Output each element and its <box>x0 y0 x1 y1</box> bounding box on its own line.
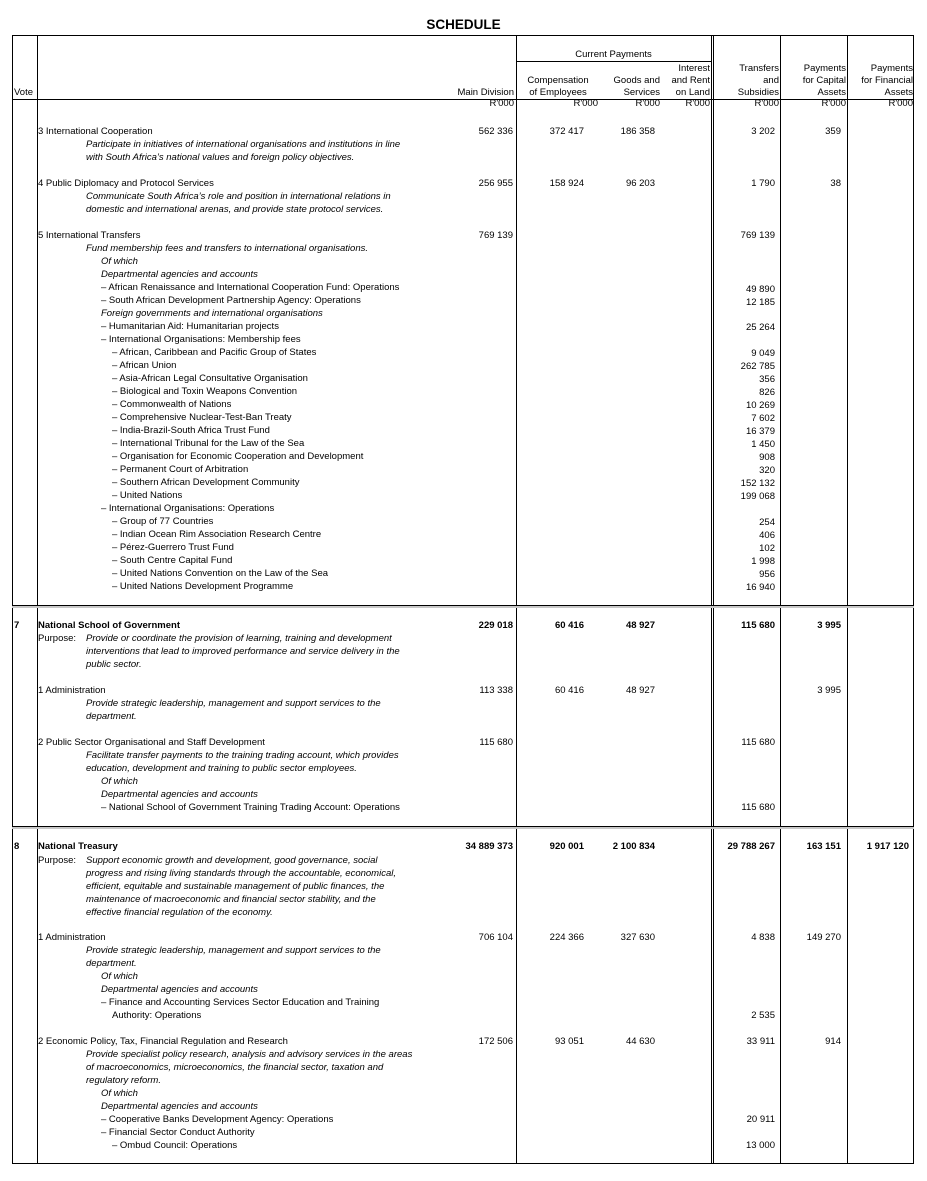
header-goods-1: Goods and <box>613 75 660 86</box>
header-goods-2: Services <box>623 87 660 98</box>
unit-financial: R'000 <box>888 98 913 109</box>
cell-transfers: 320 <box>759 465 775 476</box>
row-label: 3 International Cooperation <box>38 126 153 137</box>
cell-transfers: 356 <box>759 374 775 385</box>
row-label: of macroeconomics, microeconomics, the financial sector, taxation and <box>86 1062 384 1073</box>
row-label: Provide or coordinate the provision of learning, training and development <box>86 633 392 644</box>
row-label: with South Africa’s national values and foreign policy objectives. <box>86 152 355 163</box>
row-label: efficient, equitable and sustainable management of public finances, the <box>86 881 385 892</box>
cell-main: 113 338 <box>479 685 513 696</box>
cell-transfers: 25 264 <box>745 322 775 333</box>
cell-goods: 2 100 834 <box>612 841 655 852</box>
row-label: domestic and international arenas, and provide state protocol services. <box>86 204 384 215</box>
header-interest-1: Interest <box>678 63 710 74</box>
cell-main: 172 506 <box>478 1036 513 1047</box>
header-transfers-1: Transfers <box>739 63 779 74</box>
cell-transfers: 29 788 267 <box>727 841 775 852</box>
row-label: Purpose: <box>38 855 77 866</box>
row-label: progress and rising living standards through the accountable, economical, <box>86 868 396 879</box>
cell-transfers: 1 450 <box>751 439 775 450</box>
cell-transfers: 12 185 <box>745 297 775 308</box>
row-label: Departmental agencies and accounts <box>101 789 258 800</box>
cell-transfers: 16 379 <box>745 426 775 437</box>
header-vote: Vote <box>14 87 34 98</box>
row-label: 5 International Transfers <box>38 230 141 241</box>
cell-capital: 914 <box>825 1036 841 1047</box>
row-label: 2 Public Sector Organisational and Staff Development <box>38 737 265 748</box>
row-label: – Ombud Council: Operations <box>112 1140 238 1151</box>
row-label: Foreign governments and international organisations <box>101 308 323 319</box>
row-label: Of which <box>101 776 138 787</box>
vote-number: 7 <box>14 620 20 631</box>
row-label: – National School of Government Training Trading Account: Operations <box>101 802 400 813</box>
row-label: – Humanitarian Aid: Humanitarian projects <box>101 321 279 332</box>
row-label: public sector. <box>86 659 142 670</box>
row-label: Authority: Operations <box>112 1010 202 1021</box>
col-divider-current-2 <box>713 35 714 1164</box>
row-label: Provide strategic leadership, management and support services to the <box>86 945 381 956</box>
row-label: Departmental agencies and accounts <box>101 269 258 280</box>
cell-capital: 149 270 <box>806 932 841 943</box>
row-label: – Financial Sector Conduct Authority <box>101 1127 255 1138</box>
row-label: 2 Economic Policy, Tax, Financial Regulation and Research <box>38 1036 288 1047</box>
row-label: Departmental agencies and accounts <box>101 984 258 995</box>
cell-transfers: 254 <box>759 517 775 528</box>
cell-transfers: 3 202 <box>751 126 775 137</box>
row-label: interventions that lead to improved performance and service delivery in the <box>86 646 400 657</box>
cell-transfers: 9 049 <box>751 348 775 359</box>
header-interest-2: and Rent <box>671 75 710 86</box>
cell-transfers: 115 680 <box>741 802 775 813</box>
header-capital-3: Assets <box>817 87 846 98</box>
cell-main: 229 018 <box>478 620 513 631</box>
row-label: department. <box>86 958 137 969</box>
row-label: – India-Brazil-South Africa Trust Fund <box>112 425 270 436</box>
row-label: National School of Government <box>38 620 180 631</box>
row-label: Support economic growth and development, good governance, social <box>86 855 378 866</box>
row-label: – Commonwealth of Nations <box>112 399 232 410</box>
row-label: Provide specialist policy research, analysis and advisory services in the areas <box>86 1049 413 1060</box>
unit-goods: R'000 <box>635 98 660 109</box>
cell-transfers: 826 <box>759 387 775 398</box>
header-capital-2: for Capital <box>802 75 846 86</box>
row-label: Provide strategic leadership, management and support services to the <box>86 698 381 709</box>
row-label: – Group of 77 Countries <box>112 516 214 527</box>
cell-transfers: 10 269 <box>745 400 775 411</box>
row-label: effective financial regulation of the economy. <box>86 907 273 918</box>
unit-interest: R'000 <box>685 98 710 109</box>
row-label: – Pérez-Guerrero Trust Fund <box>112 542 234 553</box>
cell-transfers: 16 940 <box>745 582 775 593</box>
row-label: – United Nations Development Programme <box>112 581 294 592</box>
col-divider-vote <box>37 35 38 1164</box>
cell-main: 706 104 <box>478 932 513 943</box>
cell-goods: 186 358 <box>620 126 655 137</box>
unit-main: R'000 <box>489 98 514 109</box>
vote-separator-line-8 <box>12 826 914 827</box>
col-divider-transfers <box>780 35 781 1164</box>
cell-goods: 44 630 <box>625 1036 655 1047</box>
row-label: education, development and training to public sector employees. <box>86 763 357 774</box>
cell-comp: 372 417 <box>549 126 584 137</box>
cell-comp: 224 366 <box>549 932 584 943</box>
unit-transfers: R'000 <box>754 98 779 109</box>
cell-main: 256 955 <box>478 178 513 189</box>
header-capital-1: Payments <box>803 63 846 74</box>
row-label: – Southern African Development Community <box>112 477 300 488</box>
cell-transfers: 769 139 <box>740 230 775 241</box>
vote-separator-line-7 <box>12 605 914 606</box>
row-label: – African Renaissance and International Cooperation Fund: Operations <box>101 282 400 293</box>
cell-transfers: 7 602 <box>751 413 775 424</box>
page-title: SCHEDULE <box>426 17 501 32</box>
row-label: Fund membership fees and transfers to international organisations. <box>86 243 368 254</box>
cell-transfers: 49 890 <box>745 284 775 295</box>
cell-transfers: 33 911 <box>746 1036 775 1047</box>
cell-goods: 48 927 <box>625 685 655 696</box>
cell-transfers: 20 911 <box>746 1114 775 1125</box>
row-label: Purpose: <box>38 633 77 644</box>
cell-comp: 920 001 <box>549 841 584 852</box>
row-label: – Biological and Toxin Weapons Convention <box>112 386 298 397</box>
row-label: Participate in initiatives of international organisations and institutions in line <box>86 139 401 150</box>
header-transfers-2: and <box>763 75 779 86</box>
row-label: – Finance and Accounting Services Sector Education and Training <box>101 997 380 1008</box>
row-label: – International Organisations: Membership fees <box>101 334 301 345</box>
row-label: 4 Public Diplomacy and Protocol Services <box>38 178 214 189</box>
row-label: Communicate South Africa’s role and position in international relations in <box>86 191 391 202</box>
row-label: – Indian Ocean Rim Association Research Centre <box>112 529 322 540</box>
cell-transfers: 199 068 <box>740 491 775 502</box>
row-label: – International Organisations: Operations <box>101 503 275 514</box>
vote-number: 8 <box>14 841 20 852</box>
cell-transfers: 4 838 <box>751 932 775 943</box>
cell-transfers: 152 132 <box>740 478 775 489</box>
cell-transfers: 262 785 <box>740 361 775 372</box>
cell-comp: 158 924 <box>549 178 584 189</box>
row-label: – Cooperative Banks Development Agency: Operations <box>101 1114 334 1125</box>
row-label: 1 Administration <box>38 685 106 696</box>
cell-comp: 93 051 <box>554 1036 584 1047</box>
cell-comp: 60 416 <box>554 620 584 631</box>
cell-capital: 359 <box>825 126 841 137</box>
row-label: – South Centre Capital Fund <box>112 555 233 566</box>
header-transfers-3: Subsidies <box>737 87 779 98</box>
cell-transfers: 1 998 <box>751 556 775 567</box>
cell-transfers: 13 000 <box>745 1140 775 1151</box>
cell-goods: 96 203 <box>625 178 655 189</box>
cell-transfers: 956 <box>759 569 775 580</box>
row-label: – South African Development Partnership Agency: Operations <box>101 295 361 306</box>
row-label: – United Nations Convention on the Law of the Sea <box>112 568 329 579</box>
row-label: Of which <box>101 971 138 982</box>
cell-main: 562 336 <box>478 126 513 137</box>
header-financial-3: Assets <box>884 87 913 98</box>
cell-transfers: 115 680 <box>741 620 775 631</box>
row-label: Of which <box>101 256 138 267</box>
header-financial-2: for Financial <box>861 75 913 86</box>
header-compensation-1: Compensation <box>527 75 589 86</box>
col-divider-capital <box>847 35 848 1164</box>
cell-financial: 1 917 120 <box>866 841 909 852</box>
row-label: – Organisation for Economic Cooperation and Development <box>112 451 364 462</box>
row-label: department. <box>86 711 137 722</box>
cell-goods: 48 927 <box>625 620 655 631</box>
cell-capital: 3 995 <box>817 620 841 631</box>
cell-main: 115 680 <box>479 737 513 748</box>
cell-transfers: 406 <box>759 530 775 541</box>
row-label: – International Tribunal for the Law of the Sea <box>112 438 305 449</box>
cell-transfers: 2 535 <box>751 1010 775 1021</box>
row-label: 1 Administration <box>38 932 106 943</box>
row-label: Of which <box>101 1088 138 1099</box>
cell-transfers: 102 <box>759 543 775 554</box>
cell-transfers: 908 <box>759 452 775 463</box>
row-label: regulatory reform. <box>86 1075 161 1086</box>
header-compensation-2: of Employees <box>529 87 587 98</box>
header-current-payments: Current Payments <box>575 49 652 60</box>
cell-transfers: 115 680 <box>741 737 775 748</box>
cell-main: 34 889 373 <box>465 841 513 852</box>
row-label: – Permanent Court of Arbitration <box>112 464 249 475</box>
row-label: Departmental agencies and accounts <box>101 1101 258 1112</box>
row-label: – African Union <box>112 360 177 371</box>
header-financial-1: Payments <box>870 63 913 74</box>
header-interest-3: on Land <box>675 87 710 98</box>
row-label: – United Nations <box>112 490 183 501</box>
cell-capital: 38 <box>830 178 841 189</box>
row-label: maintenance of macroeconomic and financial sector stability, and the <box>86 894 376 905</box>
unit-compensation: R'000 <box>573 98 598 109</box>
row-label: – Asia-African Legal Consultative Organisation <box>112 373 308 384</box>
row-label: Facilitate transfer payments to the training trading account, which provides <box>86 750 399 761</box>
cell-transfers: 1 790 <box>751 178 775 189</box>
cell-main: 769 139 <box>478 230 513 241</box>
current-payments-underline <box>516 61 711 62</box>
row-label: National Treasury <box>38 841 118 852</box>
cell-capital: 163 151 <box>806 841 841 852</box>
cell-capital: 3 995 <box>817 685 841 696</box>
row-label: – Comprehensive Nuclear-Test-Ban Treaty <box>112 412 292 423</box>
row-label: – African, Caribbean and Pacific Group of States <box>112 347 317 358</box>
unit-capital: R'000 <box>821 98 846 109</box>
cell-goods: 327 630 <box>620 932 655 943</box>
col-divider-current <box>711 35 712 1164</box>
col-divider-main <box>516 35 517 1164</box>
cell-comp: 60 416 <box>554 685 584 696</box>
header-main-division: Main Division <box>457 87 514 98</box>
